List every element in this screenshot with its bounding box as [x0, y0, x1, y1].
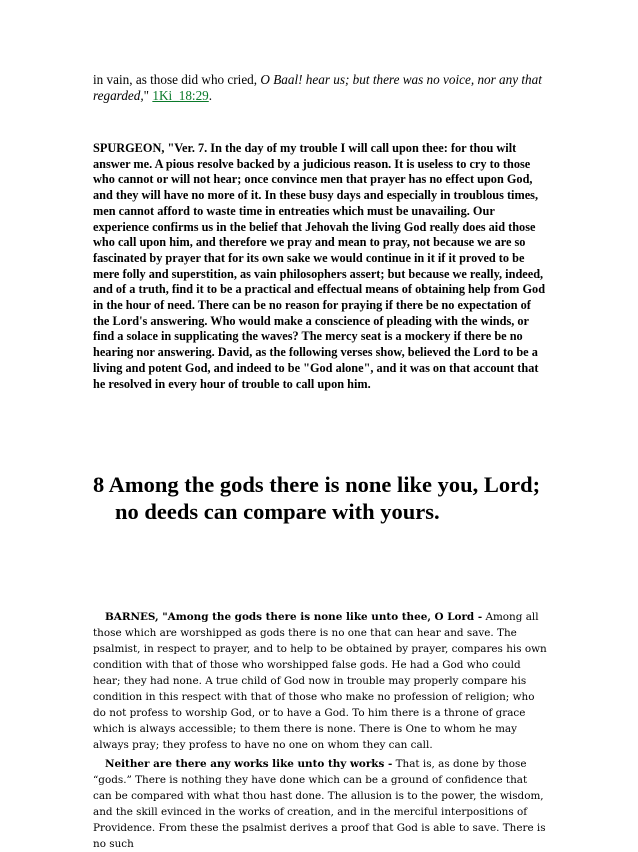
- barnes-heading-1: BARNES, "Among the gods there is none like unto thee, O Lord -: [105, 611, 483, 624]
- scripture-reference-link[interactable]: 1Ki_18:29: [152, 88, 209, 103]
- barnes-heading-2: Neither are there any works like unto thy works -: [105, 758, 393, 771]
- verse-line-2: no deeds can compare with yours.: [115, 498, 440, 524]
- spurgeon-commentary: SPURGEON, "Ver. 7. In the day of my trouble I will call upon thee: for thou wilt answer me. A pious resolve backed by a judicious reason. It is useless to cry to those who cannot or will not hear; once convince men that prayer has no effect upon God, and they will have no more of it. In these busy days and especially in troublous times, men cannot afford to waste time in entreaties which must be unavailing. Our experience confirms us in the belief that Jehovah the living God really does aid those who call upon him, and therefore we pray and mean to pray, not because we are so fascinated by prayer that for its own sake we would continue in it if it proved to be mere folly and superstition, as vain philosophers assert; but because we really, indeed, and of a truth, find it to be a practical and effectual means of obtaining help from God in the hour of need. There can be no reason for praying if there be no expectation of the Lord's answering. Who would make a conscience of pleading with the winds, or find a solace in supplicating the waves? The mercy seat is a mockery if there be no hearing nor answering. David, as the following verses show, believed the Lord to be a living and potent God, and indeed to be "God alone", and it was on that account that he resolved in every hour of trouble to call upon him.: [93, 141, 546, 391]
- verse-heading: [93, 472, 549, 525]
- barnes-text-2: That is, as done by those “gods.” There is nothing they have done which can be a ground of confidence that can be compared with what thou hast done. The allusion is to the power, the wisdom, and the skill evinced in the works of creation, and in the merciful interpositions of Providence. From these the psalmist derives a proof that God is able to save. There is no such: [93, 758, 546, 851]
- verse-line-1: 8 Among the gods there is none like you, Lord;: [93, 472, 541, 498]
- intro-paragraph: [93, 72, 549, 104]
- barnes-commentary-2: [93, 756, 549, 852]
- intro-close-quote: ": [143, 88, 153, 103]
- barnes-commentary-1: [93, 609, 549, 753]
- document-page: [93, 72, 549, 852]
- intro-quote: O Baal! hear us; but there was no voice, nor any that regarded,: [93, 72, 542, 103]
- intro-text: in vain, as those did who cried,: [93, 72, 261, 87]
- barnes-text-1: Among all those which are worshipped as gods there is no one that can hear and save. The psalmist, in respect to prayer, and to help to be obtained by prayer, compares his own condition with that of those who worshipped false gods. He had a God who could hear; they had none. A true child of God now in trouble may properly compare his condition in this respect with that of those who make no profession of religion; who do not profess to worship God, or to have a God. To him there is a throne of grace which is always accessible; to them there is none. There is One to whom he may always pray; they profess to have no one on whom they can call.: [93, 611, 547, 752]
- intro-end: .: [208, 88, 213, 103]
